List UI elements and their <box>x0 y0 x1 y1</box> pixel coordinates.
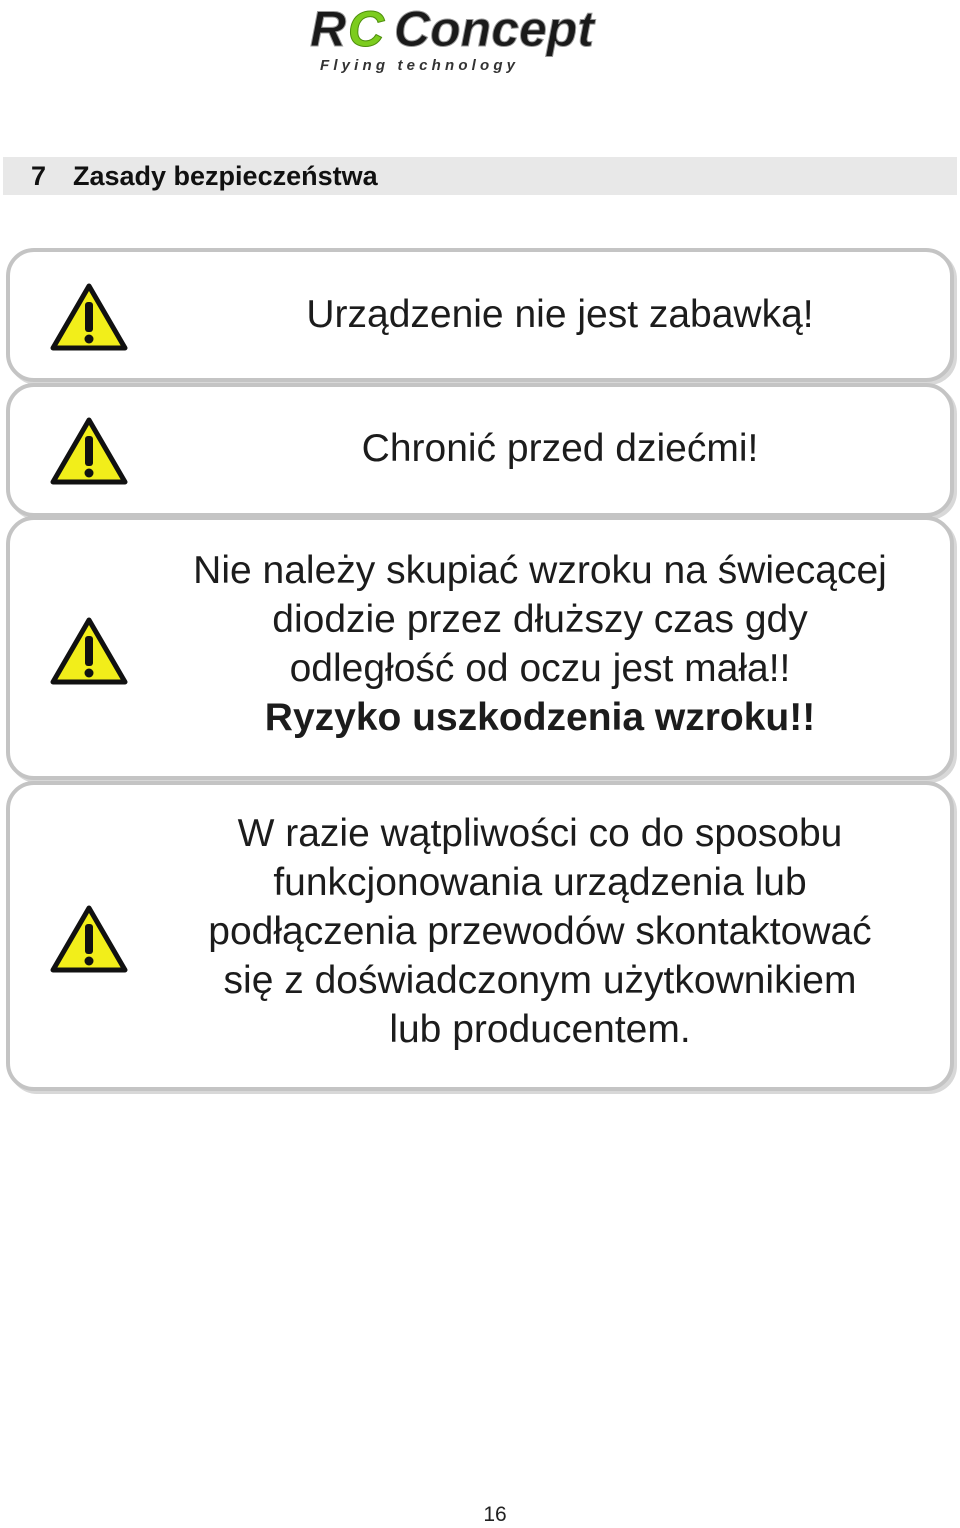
warning-line: Nie należy skupiać wzroku na świecącej <box>193 549 887 592</box>
page-number: 16 <box>483 1503 507 1526</box>
section-header <box>3 157 957 195</box>
warning-text <box>140 809 940 1054</box>
warning-triangle-icon <box>50 617 128 685</box>
section-number: 7 <box>31 160 47 191</box>
warning-box-toy <box>6 248 954 382</box>
warning-line: diodzie przez dłuższy czas gdy <box>272 598 808 641</box>
warning-line: Chronić przed dziećmi! <box>361 427 759 470</box>
section-title: Zasady bezpieczeństwa <box>73 160 378 191</box>
warning-box-children <box>6 383 954 517</box>
warning-line: funkcjonowania urządzenia lub <box>273 861 807 904</box>
warning-text <box>180 290 940 339</box>
warning-text <box>180 424 940 473</box>
logo-tagline: F l y i n g t e c h n o l o g y <box>320 57 516 74</box>
logo-letter-r: R <box>310 2 347 57</box>
warning-triangle-icon <box>50 417 128 485</box>
warning-triangle-icon <box>50 905 128 973</box>
warning-line: odległość od oczu jest mała!! <box>289 647 791 690</box>
warning-line: się z doświadczonym użytkownikiem <box>223 959 857 1002</box>
rc-concept-logo <box>300 2 650 76</box>
warning-line: lub producentem. <box>389 1008 691 1051</box>
warning-line: W razie wątpliwości co do sposobu <box>237 812 843 855</box>
warning-line: podłączenia przewodów skontaktować <box>208 910 872 953</box>
warning-box-consult <box>6 781 954 1091</box>
warning-triangle-icon <box>50 283 128 351</box>
warning-text <box>140 546 940 742</box>
warning-box-eye-damage <box>6 516 954 780</box>
warning-emphasis: Ryzyko uszkodzenia wzroku!! <box>264 696 816 739</box>
logo-brand-name: Concept <box>394 2 594 57</box>
warning-line: Urządzenie nie jest zabawką! <box>306 293 814 336</box>
logo-letter-c: C <box>348 2 385 57</box>
